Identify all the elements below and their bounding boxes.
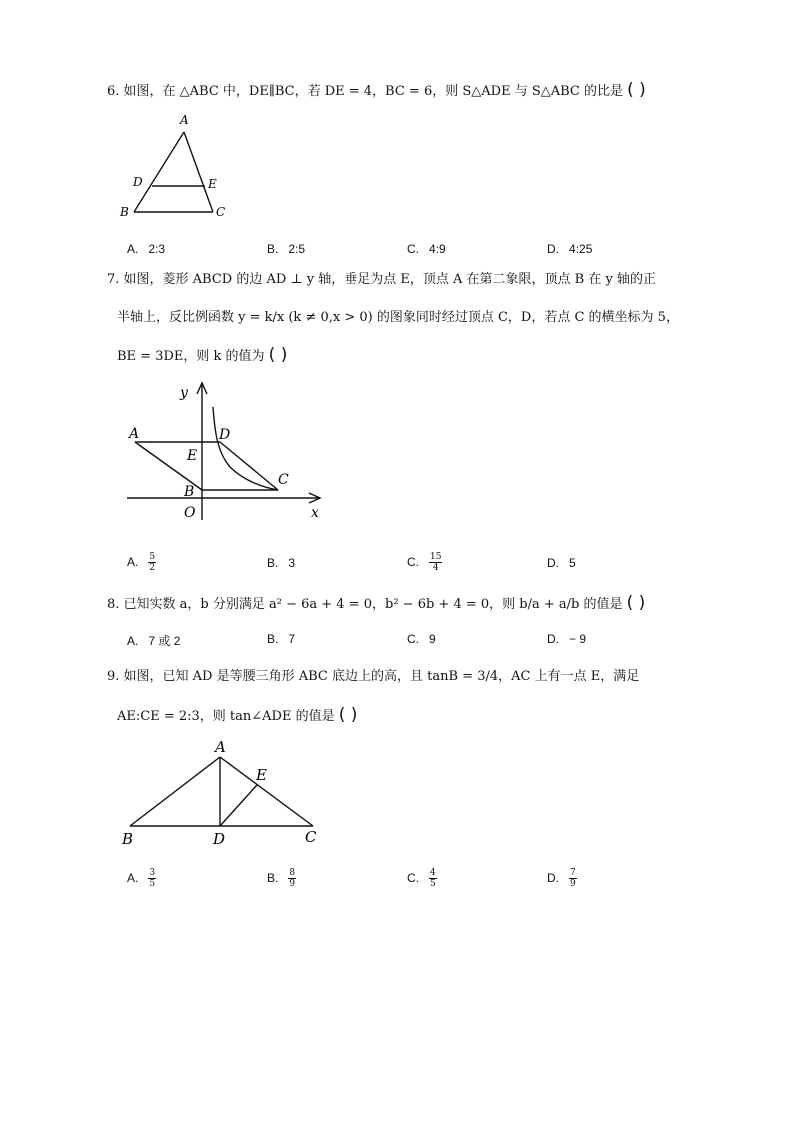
q9-option-a[interactable]: A. $\frac{3}{5}$ bbox=[127, 868, 156, 889]
label-B: B bbox=[120, 205, 129, 219]
q9-option-d[interactable]: D. $\frac{7}{9}$ bbox=[547, 868, 576, 889]
q6-option-a[interactable]: A. 2:3 bbox=[127, 242, 166, 256]
q8-option-b[interactable]: B. 7 bbox=[267, 632, 296, 646]
fraction: $\frac{7}{9}$ bbox=[570, 868, 576, 889]
q7-text-line3: BE = 3DE，则 k 的值为 ( ) bbox=[117, 345, 288, 365]
label-D: D bbox=[213, 830, 226, 848]
q6-text: 6. 如图，在 △ABC 中，DE∥BC，若 DE = 4，BC = 6，则 S△ADE 与 S△ABC 的比是 ( ) bbox=[107, 80, 646, 100]
q7-option-d[interactable]: D. 5 bbox=[547, 556, 576, 570]
q9-text-line1: 9. 如图，已知 AD 是等腰三角形 ABC 底边上的高，且 tanB = 3/4，AC 上有一点 E，满足 bbox=[107, 669, 640, 684]
q6-option-d[interactable]: D. 4:25 bbox=[547, 242, 593, 256]
label-E: E bbox=[208, 177, 217, 191]
fraction: $\frac{3}{5}$ bbox=[149, 868, 156, 889]
label-D: D bbox=[219, 427, 231, 443]
label-y: y bbox=[180, 385, 188, 401]
label-E: E bbox=[187, 448, 198, 464]
fraction: $\frac{8}{9}$ bbox=[289, 868, 296, 889]
q7-option-b[interactable]: B. 3 bbox=[267, 556, 296, 570]
q7-figure bbox=[120, 375, 335, 525]
line-AC bbox=[184, 132, 213, 212]
line-DE bbox=[220, 785, 257, 826]
label-C: C bbox=[305, 828, 317, 846]
q6-figure bbox=[112, 110, 242, 225]
fraction: $\frac{4}{5}$ bbox=[430, 868, 436, 889]
q9-text-line2: AE:CE = 2:3，则 tan∠ADE 的值是 ( ) bbox=[117, 705, 358, 725]
label-A: A bbox=[129, 426, 140, 442]
label-A: A bbox=[215, 738, 226, 756]
hyperbola-curve bbox=[213, 407, 278, 490]
line-AB bbox=[134, 132, 184, 212]
q6-option-b[interactable]: B. 2:5 bbox=[267, 242, 306, 256]
label-O: O bbox=[184, 505, 196, 521]
label-D: D bbox=[133, 175, 143, 189]
q9-figure bbox=[115, 735, 330, 850]
q8-option-a[interactable]: A. 7 或 2 bbox=[127, 634, 181, 648]
answer-paren: ( ) bbox=[268, 345, 288, 365]
label-B: B bbox=[184, 484, 195, 500]
label-C: C bbox=[278, 472, 289, 488]
label-A: A bbox=[180, 113, 189, 127]
q9-option-c[interactable]: C. $\frac{4}{5}$ bbox=[407, 868, 436, 889]
label-B: B bbox=[122, 830, 134, 848]
answer-paren: ( ) bbox=[627, 80, 646, 100]
q7-option-c[interactable]: C. $\frac{15}{4}$ bbox=[407, 552, 442, 573]
answer-paren: ( ) bbox=[338, 705, 358, 725]
q6-option-c[interactable]: C. 4:9 bbox=[407, 242, 446, 256]
label-C: C bbox=[216, 205, 226, 219]
answer-paren: ( ) bbox=[626, 593, 646, 613]
fraction: $\frac{5}{2}$ bbox=[149, 552, 156, 573]
q8-option-d[interactable]: D. − 9 bbox=[547, 632, 587, 646]
label-E: E bbox=[256, 766, 267, 784]
q7-text-line2: 半轴上，反比例函数 y = k/x (k ≠ 0,x > 0) 的图象同时经过顶点 C，D，若点 C 的横坐标为 5， bbox=[117, 310, 679, 325]
q7-text-line1: 7. 如图，菱形 ABCD 的边 AD ⊥ y 轴，垂足为点 E，顶点 A 在第二象限，顶点 B 在 y 轴的正 bbox=[107, 272, 656, 287]
line-AB bbox=[130, 757, 220, 826]
q8-option-c[interactable]: C. 9 bbox=[407, 632, 436, 646]
q7-option-a[interactable]: A. $\frac{5}{2}$ bbox=[127, 552, 156, 573]
q9-option-b[interactable]: B. $\frac{8}{9}$ bbox=[267, 868, 296, 889]
label-x: x bbox=[311, 505, 319, 521]
q8-text: 8. 已知实数 a，b 分别满足 a² − 6a + 4 = 0，b² − 6b + 4 = 0，则 b/a + a/b 的值是 ( ) bbox=[107, 593, 646, 613]
fraction: $\frac{15}{4}$ bbox=[430, 552, 442, 573]
